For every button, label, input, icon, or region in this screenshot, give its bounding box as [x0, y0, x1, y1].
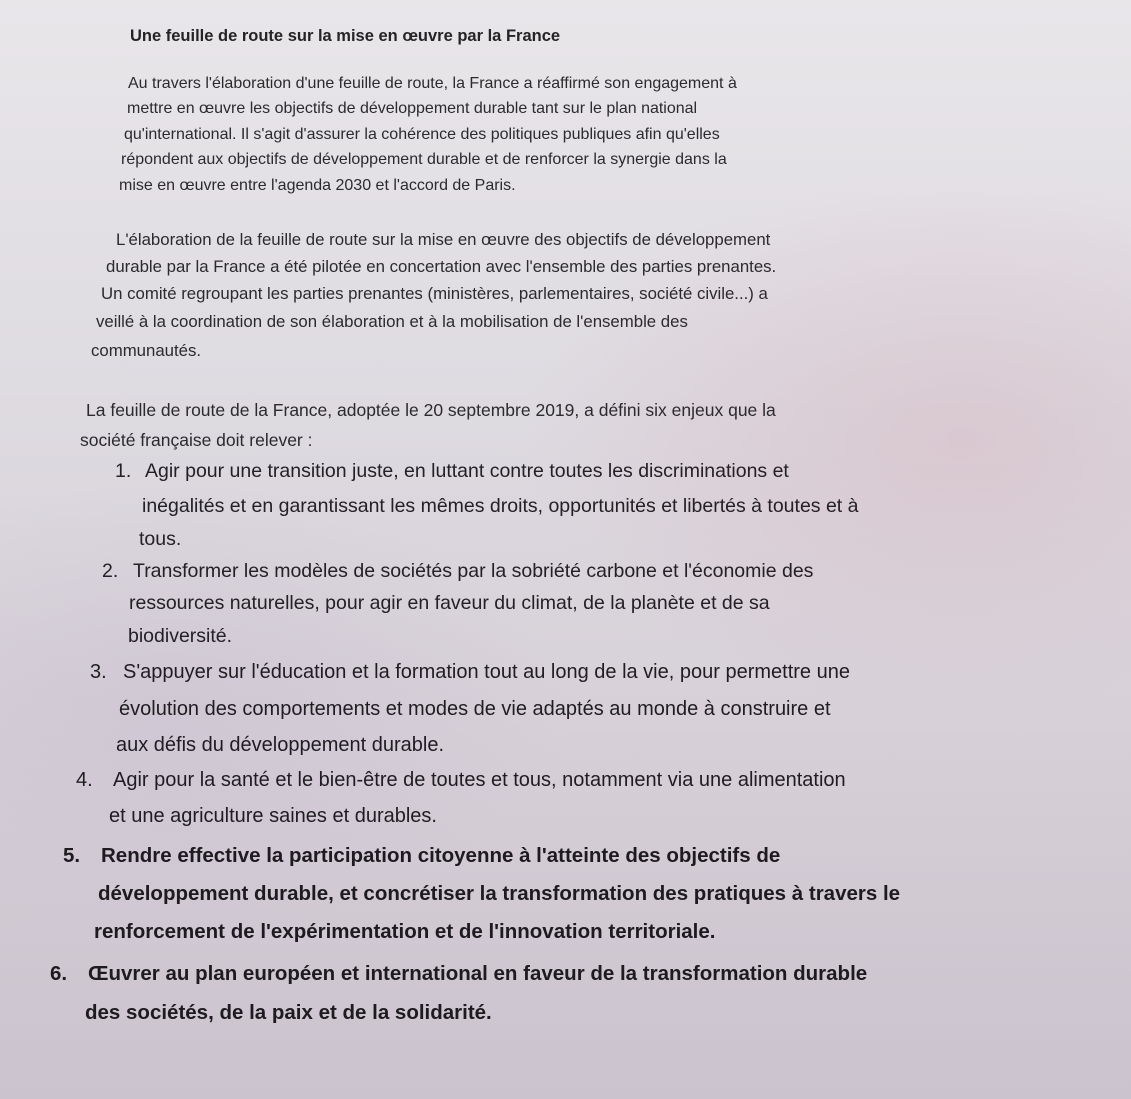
list-item-line: Agir pour une transition juste, en luttant contre toutes les discriminations et	[145, 460, 789, 482]
list-item-line: S'appuyer sur l'éducation et la formation tout au long de la vie, pour permettre une	[123, 661, 850, 683]
list-item-line: ressources naturelles, pour agir en faveur du climat, de la planète et de sa	[129, 592, 770, 614]
list-item-line: renforcement de l'expérimentation et de l'innovation territoriale.	[94, 920, 716, 943]
paragraph-line: répondent aux objectifs de développement durable et de renforcer la synergie dans la	[121, 151, 727, 168]
list-item-line: et une agriculture saines et durables.	[109, 805, 437, 827]
list-item-line: Agir pour la santé et le bien-être de toutes et tous, notamment via une alimentation	[113, 769, 846, 791]
paragraph-line: communautés.	[91, 341, 202, 360]
list-item-line: Transformer les modèles de sociétés par la sobriété carbone et l'économie des	[133, 560, 814, 582]
list-item-line: tous.	[139, 528, 182, 550]
list-item-number: 5.	[63, 844, 81, 867]
list-item-line: Rendre effective la participation citoyenne à l'atteinte des objectifs de	[101, 844, 781, 867]
paragraph-line: La feuille de route de la France, adoptée le 20 septembre 2019, a défini six enjeux que la	[86, 400, 776, 420]
paragraph-line: mise en œuvre entre l'agenda 2030 et l'accord de Paris.	[119, 177, 516, 194]
paragraph-line: durable par la France a été pilotée en concertation avec l'ensemble des parties prenantes.	[106, 257, 777, 276]
paragraph-line: mettre en œuvre les objectifs de développement durable tant sur le plan national	[127, 100, 698, 117]
list-item-number: 3.	[90, 661, 107, 683]
paragraph-line: L'élaboration de la feuille de route sur la mise en œuvre des objectifs de développement	[116, 230, 771, 249]
list-item-line: biodiversité.	[128, 625, 233, 647]
paragraph-line: qu'international. Il s'agit d'assurer la cohérence des politiques publiques afin qu'elles	[124, 126, 720, 143]
paragraph-line: société française doit relever :	[80, 430, 313, 450]
list-item-line: évolution des comportements et modes de vie adaptés au monde à construire et	[119, 698, 831, 720]
list-item-number: 6.	[50, 962, 68, 985]
list-item-number: 2.	[102, 560, 119, 582]
list-item-line: inégalités et en garantissant les mêmes droits, opportunités et libertés à toutes et à	[142, 495, 859, 517]
paragraph-line: veillé à la coordination de son élaboration et à la mobilisation de l'ensemble des	[96, 312, 688, 331]
list-item-line: aux défis du développement durable.	[116, 734, 445, 756]
list-item-line: Œuvrer au plan européen et international en faveur de la transformation durable	[88, 962, 868, 985]
paragraph-line: Un comité regroupant les parties prenantes (ministères, parlementaires, société civile...) a	[101, 284, 768, 303]
list-item-number: 4.	[76, 769, 93, 791]
list-item-line: des sociétés, de la paix et de la solidarité.	[85, 1001, 492, 1024]
document-title: Une feuille de route sur la mise en œuvre par la France	[130, 27, 561, 45]
list-item-line: développement durable, et concrétiser la transformation des pratiques à travers le	[98, 882, 901, 905]
list-item-number: 1.	[115, 460, 132, 482]
paragraph-line: Au travers l'élaboration d'une feuille de route, la France a réaffirmé son engagement à	[128, 75, 737, 92]
